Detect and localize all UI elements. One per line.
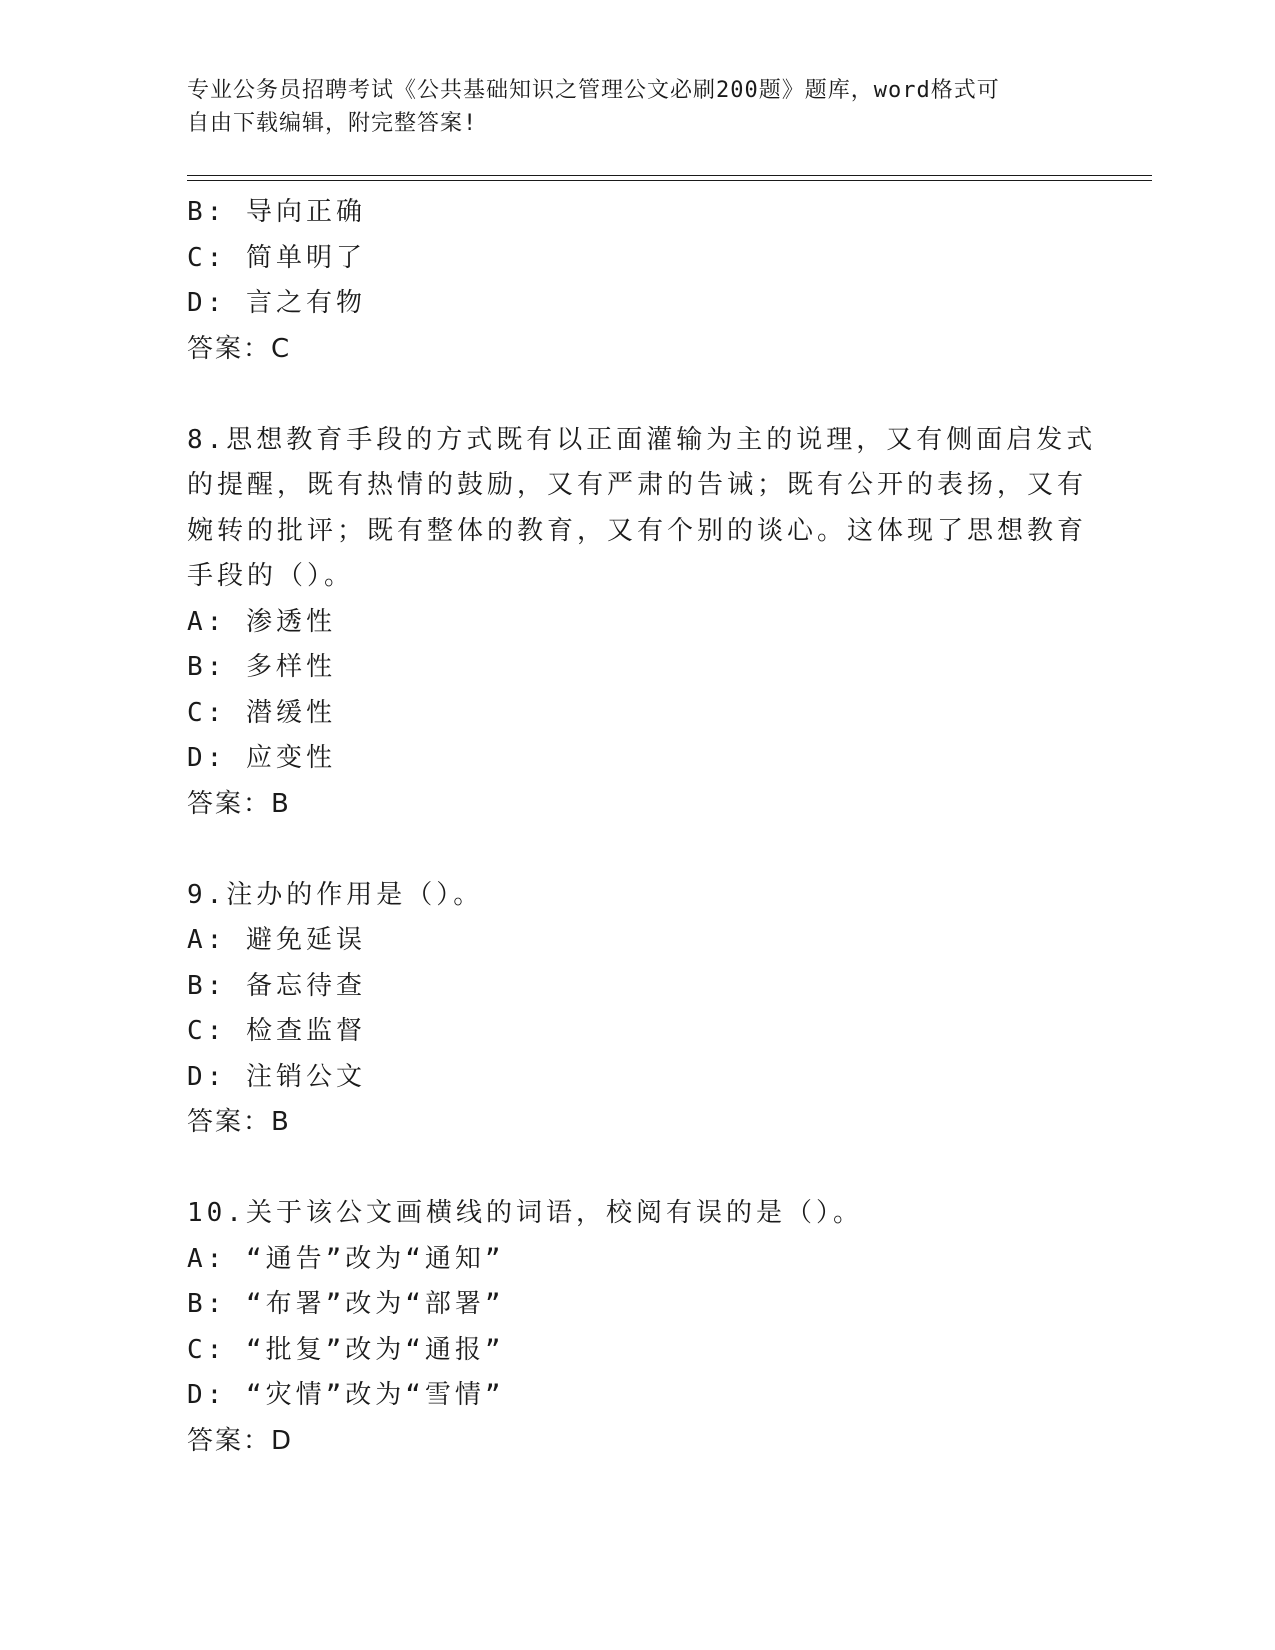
option-c: C: 潜缓性 bbox=[187, 697, 336, 728]
header-line-2: 自由下载编辑，附完整答案! bbox=[187, 111, 478, 136]
spacer bbox=[187, 1146, 1067, 1192]
header-divider-top bbox=[187, 175, 1152, 176]
option-d: D: “灾情”改为“雪情” bbox=[187, 1380, 505, 1410]
option-b: B: 备忘待查 bbox=[187, 970, 366, 1001]
question-8 bbox=[187, 418, 1097, 828]
answer: 答案：C bbox=[187, 333, 292, 364]
option-c: C: 检查监督 bbox=[187, 1016, 366, 1046]
answer: 答案：D bbox=[187, 1425, 294, 1456]
option-b: B: “布署”改为“部署” bbox=[187, 1289, 505, 1319]
question-stem-line: 婉转的批评；既有整体的教育，又有个别的谈心。这体现了思想教育 bbox=[187, 515, 1088, 546]
option-d: D: 言之有物 bbox=[187, 288, 366, 318]
question-stem-line: 9.注办的作用是（）。 bbox=[187, 879, 484, 910]
option-a: A: “通告”改为“通知” bbox=[187, 1243, 505, 1274]
spacer bbox=[187, 827, 1067, 873]
answer: 答案：B bbox=[187, 1107, 291, 1137]
question-stem-line: 手段的（）。 bbox=[187, 561, 355, 591]
option-a: A: 避免延误 bbox=[187, 925, 366, 955]
document-body bbox=[187, 190, 1097, 1464]
header-divider-bottom bbox=[187, 180, 1152, 181]
option-b: B: 多样性 bbox=[187, 652, 336, 682]
question-10 bbox=[187, 1191, 1067, 1464]
document-header bbox=[187, 74, 1067, 140]
option-d: D: 应变性 bbox=[187, 743, 336, 773]
question-stem-line: 8.思想教育手段的方式既有以正面灌输为主的说理，又有侧面启发式 bbox=[187, 424, 1097, 455]
option-c: C: 简单明了 bbox=[187, 242, 366, 273]
option-a: A: 渗透性 bbox=[187, 606, 336, 637]
question-7-continued bbox=[187, 190, 1067, 372]
option-c: C: “批复”改为“通报” bbox=[187, 1334, 505, 1365]
question-9 bbox=[187, 873, 1067, 1146]
question-stem-line: 10.关于该公文画横线的词语，校阅有误的是（）。 bbox=[187, 1198, 863, 1228]
question-stem-line: 的提醒，既有热情的鼓励，又有严肃的告诫；既有公开的表扬，又有 bbox=[187, 470, 1088, 500]
answer: 答案：B bbox=[187, 788, 291, 819]
header-line-1: 专业公务员招聘考试《公共基础知识之管理公文必刷200题》题库，word格式可 bbox=[187, 78, 1000, 103]
spacer bbox=[187, 372, 1067, 418]
option-b: B: 导向正确 bbox=[187, 197, 366, 227]
option-d: D: 注销公文 bbox=[187, 1061, 366, 1092]
